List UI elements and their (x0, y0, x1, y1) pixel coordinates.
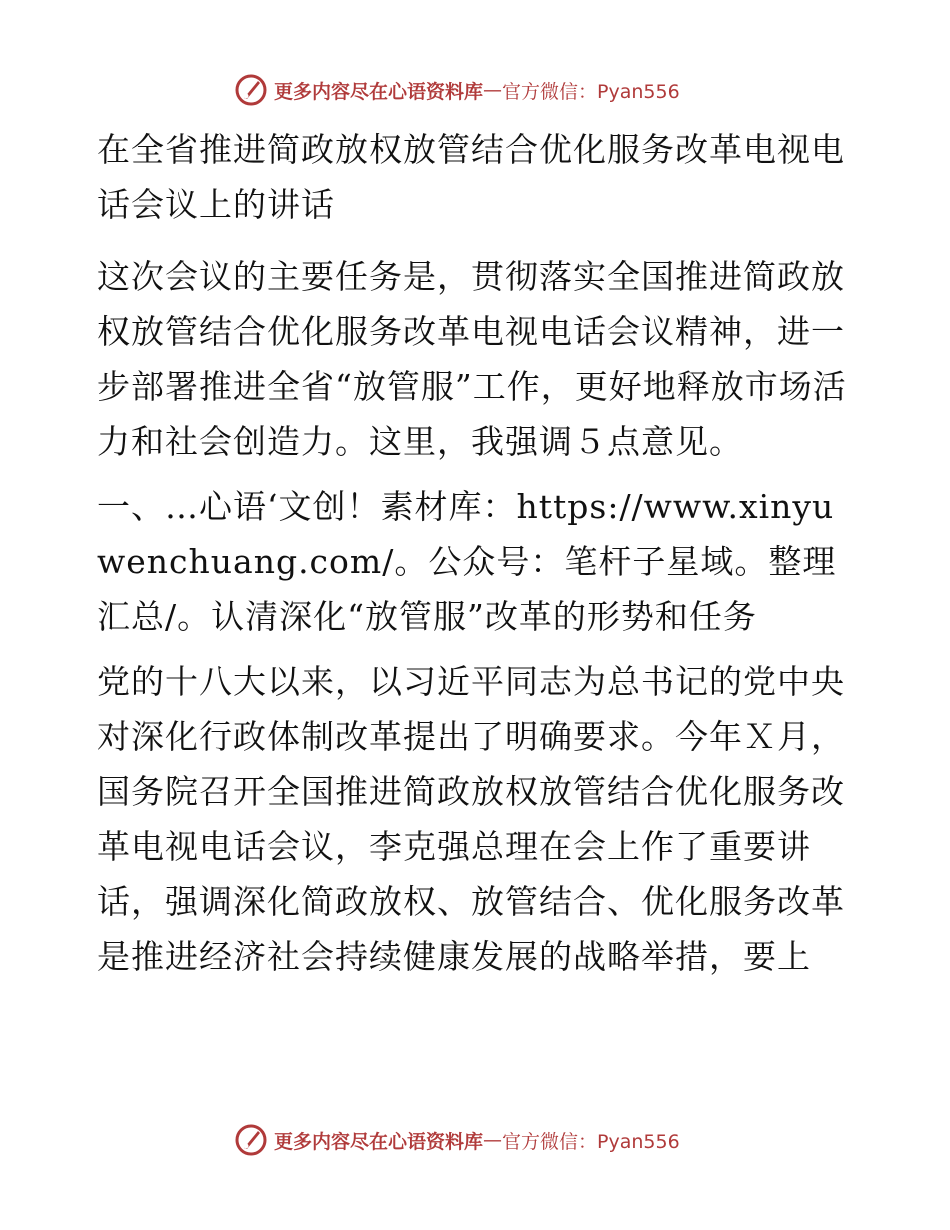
banner-separator: — (483, 79, 503, 101)
document-body (97, 122, 857, 984)
banner-separator: — (483, 1129, 503, 1151)
document-title: 在全省推进简政放权放管结合优化服务改革电视电话会议上的讲话 (97, 130, 845, 224)
paragraph: 党的十八大以来，以习近平同志为总书记的党中央对深化行政体制改革提出了明确要求。今年Ｘ月，国务院召开全国推进简政放权放管结合优化服务改革电视电话会议，李克强总理在会上作了重要讲话，强调深化简政放权、放管结合、优化服务改革是推进经济社会持续健康发展的战略举措，要上 (97, 662, 845, 976)
quill-logo-icon (234, 73, 268, 107)
section-heading: 一、…心语‘文创！素材库：https://www.xinyuwenchuang.com/。公众号：笔杆子星域。整理汇总/。认清深化“放管服”改革的形势和任务 (97, 487, 837, 636)
paragraph: 这次会议的主要任务是，贯彻落实全国推进简政放权放管结合优化服务改革电视电话会议精神，进一步部署推进全省“放管服”工作，更好地释放市场活力和社会创造力。这里，我强调５点意见。 (97, 257, 847, 461)
quill-logo-icon (234, 1123, 268, 1157)
banner-wechat-text: 官方微信：Pyan556 (502, 80, 680, 103)
header-banner (234, 70, 680, 110)
banner-main-text: 更多内容尽在心语资料库 (274, 1130, 484, 1153)
footer-banner (234, 1120, 680, 1160)
banner-wechat-text: 官方微信：Pyan556 (502, 1130, 680, 1153)
banner-main-text: 更多内容尽在心语资料库 (274, 80, 484, 103)
